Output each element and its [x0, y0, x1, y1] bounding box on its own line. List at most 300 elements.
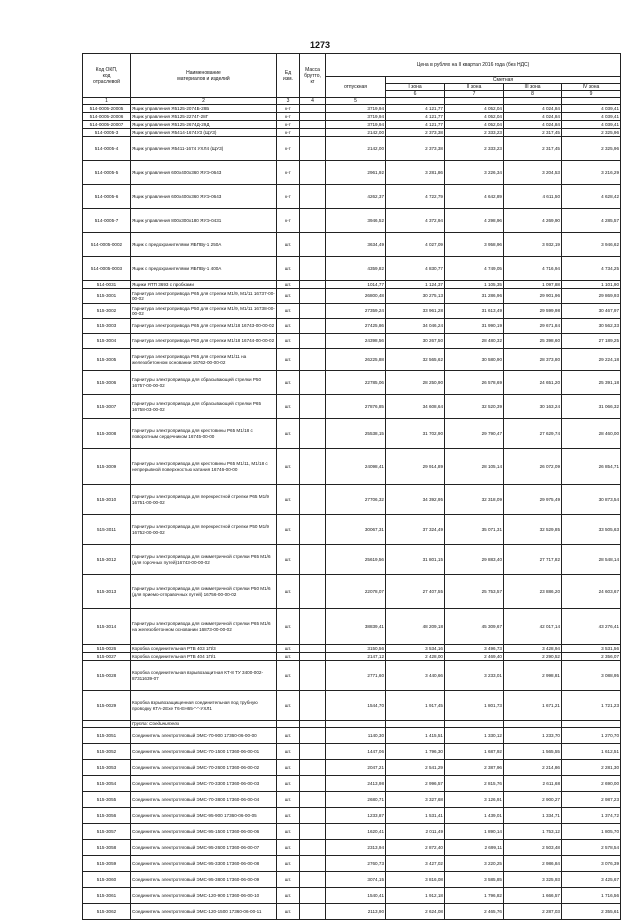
row-name: Ящик управления Я5411-1674 УХЛ4 (ЩУЗ)	[131, 137, 277, 161]
row-mass	[300, 281, 326, 289]
row-price-zone-2: 28 105,14	[445, 449, 504, 485]
row-price-release: 30067,31	[326, 515, 386, 545]
row-price-zone-2: 1 105,35	[445, 281, 504, 289]
row-mass	[300, 824, 326, 840]
row-price-release: 1233,87	[326, 808, 386, 824]
row-name: Соединитель электротяговый ЭМС-120-900 17360-06-00-10	[131, 888, 277, 904]
row-price-zone-1: 3 440,66	[386, 661, 445, 691]
row-name: Гарнитуры электропривода для симметричной стрелки Р65 М1/6 на железобетонном основании 16873-00-00-02	[131, 609, 277, 645]
row-mass	[300, 888, 326, 904]
row-price-zone-2: 3 226,34	[445, 161, 504, 185]
row-price-release: 22785,06	[326, 371, 386, 395]
row-name: Гарнитуры электропривода для крестовины Р65 М1/18 с поворотным сердечником 16745-00-00	[131, 419, 277, 449]
row-price-zone-3: 3 428,94	[504, 645, 562, 653]
table-row	[83, 872, 621, 888]
row-price-release: 27425,86	[326, 319, 386, 334]
row-code: 514-0005-0002	[83, 233, 131, 257]
row-price-zone-4: 2 987,23	[562, 792, 621, 808]
row-price-zone-2: 3 220,25	[445, 856, 504, 872]
table-body	[83, 105, 621, 920]
row-mass	[300, 349, 326, 371]
row-mass	[300, 485, 326, 515]
header-zone-3: III зона	[504, 84, 562, 91]
row-mass	[300, 121, 326, 129]
row-price-release: 2313,94	[326, 840, 386, 856]
row-name: Коробка взрывозащищенная соединительная под трубную проводку КТА-2Ехе Т6-ЕН65-“-“-УХЛ1	[131, 691, 277, 721]
row-price-zone-2: 1 330,12	[445, 728, 504, 744]
row-mass	[300, 334, 326, 349]
row-price-zone-2: 29 883,40	[445, 545, 504, 575]
row-name: Соединитель электротяговый ЭМС-120-1500 17360-06-00-11	[131, 904, 277, 920]
row-name: Гарнитура электропривода Р65 для стрелки М1/18 16743-00-00-02	[131, 319, 277, 334]
row-price-zone-4: 24 603,67	[562, 575, 621, 609]
row-unit: шт.	[277, 661, 300, 691]
table-row	[83, 515, 621, 545]
row-name: Соединитель электротяговый ЭМС-70-3300 17360-06-00-03	[131, 776, 277, 792]
row-unit: к-т	[277, 185, 300, 209]
row-price-zone-4: 3 076,39	[562, 856, 621, 872]
row-price-zone-2: 4 052,04	[445, 105, 504, 113]
row-name: Гарнитуры электропривода для крестовины Р65 М1/11, М1/18 с непрерывной поверхностью катания 16746-00-00	[131, 449, 277, 485]
row-mass	[300, 105, 326, 113]
table-row	[83, 609, 621, 645]
row-price-zone-4: 1 612,51	[562, 744, 621, 760]
row-price-zone-2: 3 233,01	[445, 661, 504, 691]
row-price-zone-2: 4 052,04	[445, 121, 504, 129]
row-price-zone-2: 4 642,89	[445, 185, 504, 209]
row-price-zone-2: 35 071,31	[445, 515, 504, 545]
table-row	[83, 824, 621, 840]
row-name: Гарнитуры электропривода для симметричной стрелки Р65 М1/6 (для горочных путей)16743-00-00-02	[131, 545, 277, 575]
row-mass	[300, 161, 326, 185]
row-price-zone-3: 27 629,74	[504, 419, 562, 449]
row-code: 514-0005-20005	[83, 105, 131, 113]
row-price-zone-4: 1 721,23	[562, 691, 621, 721]
row-unit: шт.	[277, 760, 300, 776]
row-price-zone-4: 26 854,71	[562, 449, 621, 485]
row-price-zone-3: 2 998,81	[504, 661, 562, 691]
row-code: 515-3062	[83, 904, 131, 920]
row-price-zone-2: 2 469,40	[445, 653, 504, 661]
row-price-zone-1: 34 046,24	[386, 319, 445, 334]
row-unit: шт.	[277, 776, 300, 792]
row-code: 515-3001	[83, 289, 131, 304]
row-price-zone-3: 4 024,84	[504, 121, 562, 129]
row-price-release: 27706,32	[326, 485, 386, 515]
row-price-release: 2142,00	[326, 137, 386, 161]
row-name: Ящик управления Я5125-2674Д-29Д	[131, 121, 277, 129]
row-price-zone-3: 2 900,27	[504, 792, 562, 808]
row-name: Соединитель электротяговый ЭМС-95-3800 17360-06-00-09	[131, 872, 277, 888]
row-price-release: 2413,98	[326, 776, 386, 792]
row-unit	[277, 721, 300, 728]
row-price-zone-3: 4 611,50	[504, 185, 562, 209]
row-price-release: 27359,24	[326, 304, 386, 319]
row-price-zone-3: 2 611,68	[504, 776, 562, 792]
row-price-zone-1: 34 608,64	[386, 395, 445, 419]
row-unit: шт.	[277, 609, 300, 645]
row-price-zone-3: 24 651,20	[504, 371, 562, 395]
row-code: 515-3052	[83, 744, 131, 760]
header-zone-1: I зона	[386, 84, 445, 91]
row-price-zone-2: 3 126,91	[445, 792, 504, 808]
row-price-zone-4: 4 628,42	[562, 185, 621, 209]
row-unit: шт.	[277, 395, 300, 419]
row-unit: шт.	[277, 691, 300, 721]
row-price-release: 3150,56	[326, 645, 386, 653]
table-row	[83, 888, 621, 904]
row-name: Гарнитура электропривода Р65 для стрелки М1/11 на железобетонном основании 16762-00-00-02	[131, 349, 277, 371]
row-price-release: 2142,00	[326, 129, 386, 137]
row-price-zone-4: 3 088,95	[562, 661, 621, 691]
row-price-release: 3634,49	[326, 233, 386, 257]
row-unit: к-т	[277, 113, 300, 121]
row-price-zone-2: 2 815,76	[445, 776, 504, 792]
header-zone-2-num: 7	[445, 91, 504, 98]
row-price-zone-4: 2 325,96	[562, 129, 621, 137]
row-price-zone-1: 31 702,90	[386, 419, 445, 449]
row-mass	[300, 904, 326, 920]
row-mass	[300, 661, 326, 691]
row-price-zone-3: 2 287,03	[504, 904, 562, 920]
table-row	[83, 121, 621, 129]
row-price-zone-2: 25 753,57	[445, 575, 504, 609]
table-row	[83, 209, 621, 233]
row-price-zone-3: 4 716,94	[504, 257, 562, 281]
row-code: 515-3058	[83, 840, 131, 856]
table-row	[83, 728, 621, 744]
row-price-zone-2: 3 496,73	[445, 645, 504, 653]
row-price-zone-4: 4 039,41	[562, 113, 621, 121]
row-code: 515-3010	[83, 485, 131, 515]
row-price-zone-3: 4 269,90	[504, 209, 562, 233]
row-price-release: 24398,56	[326, 334, 386, 349]
row-unit: шт.	[277, 840, 300, 856]
row-unit: к-т	[277, 137, 300, 161]
row-price-zone-3: 29 975,49	[504, 485, 562, 515]
row-price-zone-1: 27 407,55	[386, 575, 445, 609]
row-price-zone-2	[445, 721, 504, 728]
row-price-zone-2: 3 585,85	[445, 872, 504, 888]
table-row	[83, 334, 621, 349]
row-mass	[300, 129, 326, 137]
row-price-zone-3: 2 290,52	[504, 653, 562, 661]
row-price-zone-1: 1 531,41	[386, 808, 445, 824]
row-price-zone-2: 1 890,14	[445, 824, 504, 840]
row-code: 514-0005-4	[83, 137, 131, 161]
row-price-release: 25538,15	[326, 419, 386, 449]
row-unit: шт.	[277, 728, 300, 744]
row-code: 515-3056	[83, 808, 131, 824]
row-unit: шт.	[277, 653, 300, 661]
row-code: 514-0005-20007	[83, 121, 131, 129]
row-mass	[300, 808, 326, 824]
row-unit: шт.	[277, 281, 300, 289]
row-mass	[300, 304, 326, 319]
row-code: 514-0005-0003	[83, 257, 131, 281]
row-name: Соединитель электротяговый ЭМС-70-3800 17360-06-00-04	[131, 792, 277, 808]
table-row	[83, 419, 621, 449]
row-price-zone-1: 4 121,77	[386, 113, 445, 121]
row-price-zone-1: 1 912,18	[386, 888, 445, 904]
row-price-zone-3: 1 671,21	[504, 691, 562, 721]
row-code: 515-3054	[83, 776, 131, 792]
header-price-title: Цена в рублях на II квартал 2016 года (без НДС)	[326, 54, 621, 77]
row-price-zone-1: 2 541,29	[386, 760, 445, 776]
table-row	[83, 744, 621, 760]
table-row	[83, 760, 621, 776]
row-mass	[300, 419, 326, 449]
row-unit: шт.	[277, 545, 300, 575]
row-code: 514-0005-6	[83, 185, 131, 209]
row-unit: шт.	[277, 304, 300, 319]
row-price-zone-1: 30 275,13	[386, 289, 445, 304]
row-mass	[300, 185, 326, 209]
row-price-zone-1: 3 534,16	[386, 645, 445, 653]
table-row	[83, 304, 621, 319]
row-mass	[300, 319, 326, 334]
row-price-zone-1: 4 722,79	[386, 185, 445, 209]
table-row	[83, 105, 621, 113]
row-price-zone-4: 31 066,32	[562, 395, 621, 419]
row-price-release: 2961,92	[326, 161, 386, 185]
table-row	[83, 904, 621, 920]
row-price-zone-2: 4 749,05	[445, 257, 504, 281]
row-price-zone-1: 32 565,62	[386, 349, 445, 371]
row-price-release: 1540,41	[326, 888, 386, 904]
row-price-zone-3: 29 599,98	[504, 304, 562, 319]
col-index: 1	[83, 98, 131, 105]
row-price-zone-1: 2 373,38	[386, 129, 445, 137]
row-price-zone-4: 29 869,93	[562, 289, 621, 304]
row-price-release: 1140,30	[326, 728, 386, 744]
row-price-zone-1: 2 872,40	[386, 840, 445, 856]
row-price-zone-3: 1 233,70	[504, 728, 562, 744]
row-mass	[300, 653, 326, 661]
row-price-zone-1: 2 011,49	[386, 824, 445, 840]
row-price-zone-1: 4 121,77	[386, 105, 445, 113]
header-release: отпускная	[326, 77, 386, 98]
row-code: 515-3060	[83, 872, 131, 888]
row-price-zone-4: 2 281,30	[562, 760, 621, 776]
row-mass	[300, 728, 326, 744]
row-code: 515-3003	[83, 319, 131, 334]
row-price-zone-3: 1 097,88	[504, 281, 562, 289]
row-price-zone-2: 4 052,04	[445, 113, 504, 121]
row-price-zone-1: 1 796,30	[386, 744, 445, 760]
row-price-release: 38839,41	[326, 609, 386, 645]
row-price-zone-4: 2 355,61	[562, 904, 621, 920]
table-row	[83, 319, 621, 334]
table-row	[83, 808, 621, 824]
row-price-zone-1: 2 996,57	[386, 776, 445, 792]
row-price-release: 26225,88	[326, 349, 386, 371]
row-price-zone-2: 2 333,23	[445, 129, 504, 137]
header-code: Код ОКП, код отраслевой	[83, 54, 131, 98]
header-estimate: Сметная	[386, 77, 621, 84]
header-zone-2: II зона	[445, 84, 504, 91]
table-row	[83, 792, 621, 808]
row-price-zone-1: 4 027,09	[386, 233, 445, 257]
header-mass: Масса брутто, кг	[300, 54, 326, 98]
row-price-release: 27876,85	[326, 395, 386, 419]
row-price-zone-3: 3 325,93	[504, 872, 562, 888]
row-price-zone-1: 1 917,45	[386, 691, 445, 721]
row-price-release: 3719,94	[326, 113, 386, 121]
row-price-release: 2760,73	[326, 856, 386, 872]
row-unit: к-т	[277, 161, 300, 185]
row-name: Гарнитура электропривода Р50 для стрелки М1/18 16744-00-00-02	[131, 334, 277, 349]
row-price-zone-1: 28 250,90	[386, 371, 445, 395]
header-zone-4: IV зона	[562, 84, 621, 91]
row-price-zone-2: 2 465,76	[445, 904, 504, 920]
row-mass	[300, 792, 326, 808]
row-name: Ящик с предохранителями ЯБПВу-1 250А	[131, 233, 277, 257]
row-price-release	[326, 721, 386, 728]
row-code: 514-0031	[83, 281, 131, 289]
row-price-zone-1: 2 373,38	[386, 137, 445, 161]
row-code: 515-3009	[83, 449, 131, 485]
row-name: Соединитель электротяговый ЭМС-70-2600 17360-06-00-02	[131, 760, 277, 776]
table-row	[83, 371, 621, 395]
row-price-zone-4: 2 578,54	[562, 840, 621, 856]
table-row	[83, 449, 621, 485]
row-price-zone-3: 1 334,71	[504, 808, 562, 824]
row-code: 514-0005-3	[83, 129, 131, 137]
row-price-zone-4: 28 460,00	[562, 419, 621, 449]
row-code: 514-0005-20006	[83, 113, 131, 121]
row-unit: шт.	[277, 824, 300, 840]
row-price-zone-3: 23 886,20	[504, 575, 562, 609]
row-price-zone-2: 31 286,96	[445, 289, 504, 304]
row-code: 515-0029	[83, 691, 131, 721]
row-price-zone-3: 3 932,19	[504, 233, 562, 257]
table-row	[83, 575, 621, 609]
page-number: 1273	[309, 40, 331, 50]
row-unit: шт.	[277, 856, 300, 872]
row-mass	[300, 395, 326, 419]
row-price-zone-2: 1 796,82	[445, 888, 504, 904]
row-unit: шт.	[277, 257, 300, 281]
row-price-release: 3074,15	[326, 872, 386, 888]
table-row	[83, 349, 621, 371]
table-row	[83, 545, 621, 575]
row-code: 515-0028	[83, 661, 131, 691]
row-price-zone-2: 4 298,96	[445, 209, 504, 233]
row-mass	[300, 257, 326, 281]
row-price-zone-1: 34 392,95	[386, 485, 445, 515]
row-price-release: 25619,56	[326, 545, 386, 575]
row-unit: шт.	[277, 515, 300, 545]
table-row	[83, 691, 621, 721]
row-code	[83, 721, 131, 728]
row-unit: шт.	[277, 808, 300, 824]
row-name: Ящик управления 600х400х360 ЯУЭ-0643	[131, 185, 277, 209]
row-name: Группа: Соединители	[131, 721, 277, 728]
row-price-zone-3: 27 717,82	[504, 545, 562, 575]
row-unit: шт.	[277, 371, 300, 395]
row-unit: шт.	[277, 289, 300, 304]
row-price-zone-1: 29 914,89	[386, 449, 445, 485]
row-price-zone-2: 1 439,01	[445, 808, 504, 824]
row-price-zone-2: 28 480,32	[445, 334, 504, 349]
row-price-zone-2: 26 578,69	[445, 371, 504, 395]
row-price-zone-1: 2 624,08	[386, 904, 445, 920]
row-price-zone-4: 1 805,70	[562, 824, 621, 840]
row-unit: шт.	[277, 334, 300, 349]
row-unit: шт.	[277, 419, 300, 449]
row-mass	[300, 691, 326, 721]
row-mass	[300, 289, 326, 304]
row-code: 515-3006	[83, 371, 131, 395]
row-price-release: 4359,82	[326, 257, 386, 281]
table-row	[83, 257, 621, 281]
row-price-zone-3: 2 214,86	[504, 760, 562, 776]
table-row	[83, 395, 621, 419]
group-row	[83, 721, 621, 728]
row-price-zone-4: 4 039,41	[562, 121, 621, 129]
row-price-zone-4: 3 425,67	[562, 872, 621, 888]
row-mass	[300, 137, 326, 161]
row-mass	[300, 371, 326, 395]
row-price-release: 1544,70	[326, 691, 386, 721]
row-price-zone-3: 29 901,96	[504, 289, 562, 304]
row-code: 515-3012	[83, 545, 131, 575]
row-price-zone-1: 30 267,50	[386, 334, 445, 349]
row-mass	[300, 233, 326, 257]
row-code: 515-3061	[83, 888, 131, 904]
row-name: Ящик с предохранителями ЯБПВу-1 400А	[131, 257, 277, 281]
row-mass	[300, 645, 326, 653]
row-price-zone-3: 4 024,84	[504, 105, 562, 113]
row-code: 515-3053	[83, 760, 131, 776]
row-price-zone-1: 3 427,02	[386, 856, 445, 872]
row-code: 515-3004	[83, 334, 131, 349]
row-price-zone-3	[504, 721, 562, 728]
row-code: 515-3011	[83, 515, 131, 545]
row-unit: шт.	[277, 904, 300, 920]
row-price-zone-4: 4 039,41	[562, 105, 621, 113]
row-price-release: 26800,48	[326, 289, 386, 304]
row-price-zone-2: 1 687,92	[445, 744, 504, 760]
table-row	[83, 776, 621, 792]
row-code: 515-0027	[83, 653, 131, 661]
row-price-zone-4	[562, 721, 621, 728]
row-code: 515-3007	[83, 395, 131, 419]
row-price-zone-3: 26 072,09	[504, 449, 562, 485]
row-price-zone-1: 3 327,68	[386, 792, 445, 808]
row-price-zone-2: 2 333,23	[445, 137, 504, 161]
row-code: 514-0005-7	[83, 209, 131, 233]
row-name: Соединитель электротяговый ЭМС-70-1500 17360-06-00-01	[131, 744, 277, 760]
row-mass	[300, 575, 326, 609]
row-mass	[300, 609, 326, 645]
row-price-zone-1: 37 324,49	[386, 515, 445, 545]
table-row	[83, 129, 621, 137]
row-name: Ящик управления Я5414-1674УЗ (ЩУЗ)	[131, 129, 277, 137]
row-name: Соединитель электротяговый ЭМС-95-900 17360-06-00-05	[131, 808, 277, 824]
row-price-release: 3719,94	[326, 121, 386, 129]
header-zone-1-num: 6	[386, 91, 445, 98]
row-name: Гарнитура электропривода Р50 для стрелки М1/9, М1/11 16738-00-00-02	[131, 304, 277, 319]
row-name: Гарнитуры электропривода для перекрестной стрелки Р65 М1/9 16751-00-00-02	[131, 485, 277, 515]
row-unit: шт.	[277, 319, 300, 334]
row-price-zone-1: 31 801,15	[386, 545, 445, 575]
column-index-row	[83, 98, 621, 105]
table-row	[83, 281, 621, 289]
row-price-zone-1: 2 428,00	[386, 653, 445, 661]
row-code: 515-3008	[83, 419, 131, 449]
